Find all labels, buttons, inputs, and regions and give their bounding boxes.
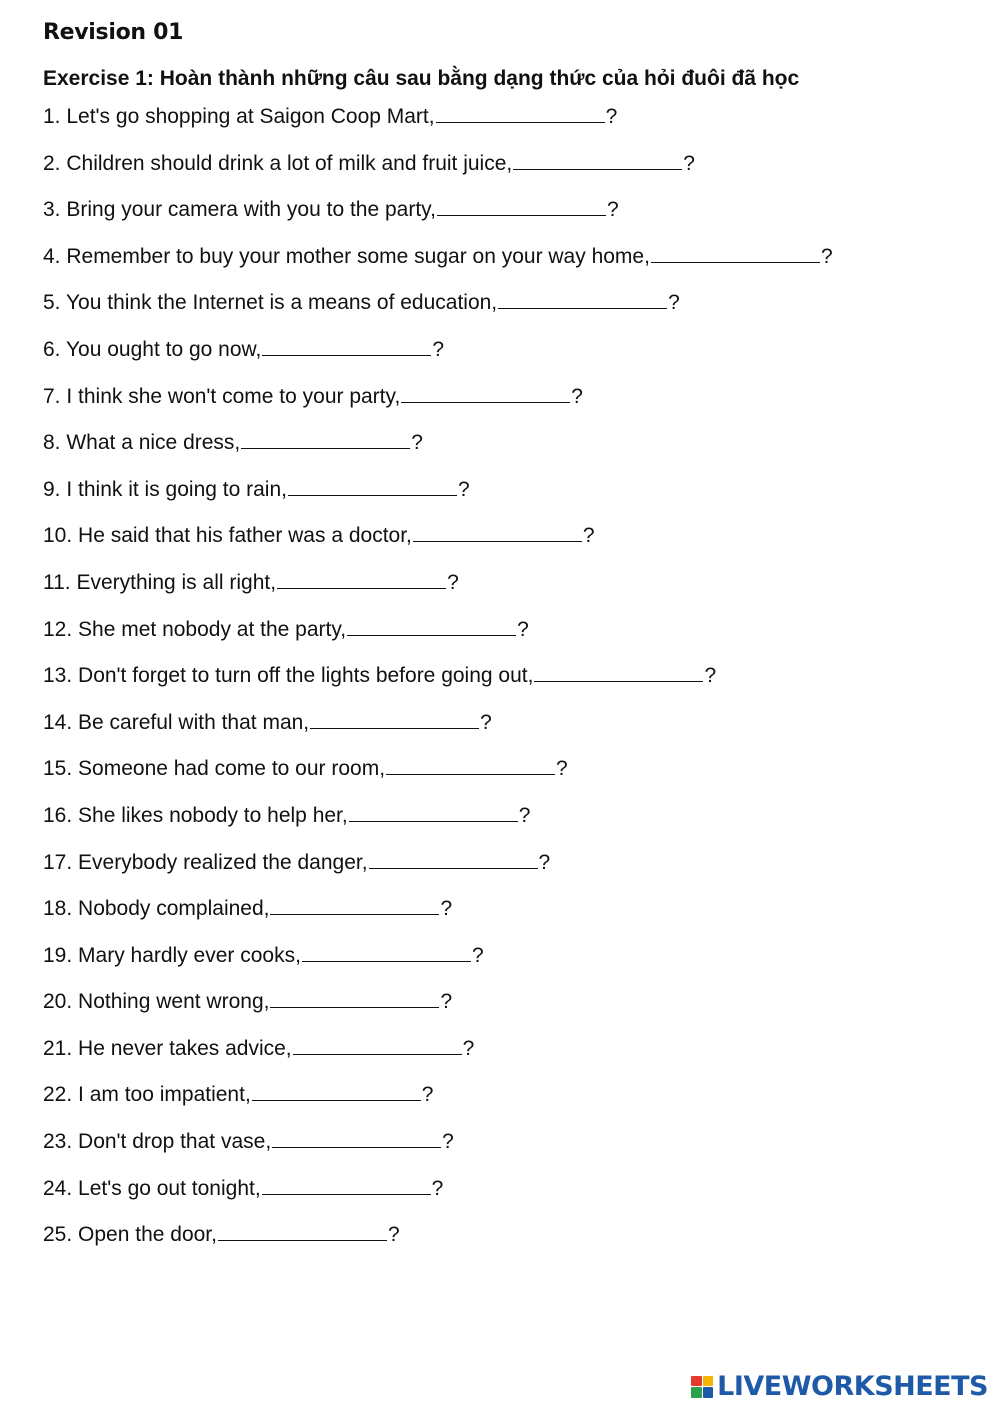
question-item <box>43 848 833 895</box>
question-text: 4. Remember to buy your mother some sugar on your way home, <box>43 244 650 268</box>
question-text: 20. Nothing went wrong, <box>43 990 270 1014</box>
question-text: 8. What a nice dress, <box>43 431 241 455</box>
exercise-heading: Exercise 1: Hoàn thành những câu sau bằng dạng thức của hỏi đuôi đã học <box>43 67 800 90</box>
question-mark: ? <box>411 431 423 455</box>
question-text: 6. You ought to go now, <box>43 337 262 361</box>
answer-blank[interactable] <box>413 521 582 542</box>
question-text: 9. I think it is going to rain, <box>43 477 287 501</box>
question-mark: ? <box>538 850 551 874</box>
question-item <box>43 1127 833 1174</box>
answer-blank[interactable] <box>262 335 431 356</box>
logo-square-green <box>691 1387 702 1398</box>
logo-text: LIVEWORKSHEETS <box>717 1371 988 1402</box>
question-item <box>43 475 833 522</box>
question-item <box>43 335 833 382</box>
question-mark: ? <box>432 337 445 361</box>
question-item <box>43 288 833 335</box>
question-text: 14. Be careful with that man, <box>43 710 310 734</box>
answer-blank[interactable] <box>277 568 446 589</box>
question-mark: ? <box>605 105 618 128</box>
question-item <box>43 428 833 475</box>
question-text: 15. Someone had come to our room, <box>43 757 386 781</box>
question-item <box>43 1220 833 1267</box>
question-text: 13. Don't forget to turn off the lights before going out, <box>43 664 534 688</box>
question-item <box>43 149 833 196</box>
logo-square-yellow <box>703 1376 714 1387</box>
answer-blank[interactable] <box>310 708 479 729</box>
question-mark: ? <box>480 710 492 734</box>
question-text: 7. I think she won't come to your party, <box>43 384 401 408</box>
liveworksheets-logo-icon <box>691 1376 713 1398</box>
question-mark: ? <box>442 1130 454 1154</box>
answer-blank[interactable] <box>252 1080 421 1101</box>
question-item <box>43 1174 833 1221</box>
answer-blank[interactable] <box>262 1174 431 1195</box>
question-item <box>43 708 833 755</box>
answer-blank[interactable] <box>513 149 682 170</box>
logo-square-blue <box>703 1387 714 1398</box>
answer-blank[interactable] <box>401 382 570 403</box>
question-text: 11. Everything is all right, <box>43 570 277 594</box>
question-item <box>43 242 833 289</box>
question-item <box>43 195 833 242</box>
question-text: 12. She met nobody at the party, <box>43 617 347 641</box>
logo-square-red <box>691 1376 702 1387</box>
question-mark: ? <box>421 1083 434 1107</box>
question-mark: ? <box>517 617 529 641</box>
question-mark: ? <box>571 384 583 408</box>
question-item <box>43 102 833 149</box>
liveworksheets-logo <box>691 1371 988 1402</box>
question-item <box>43 801 833 848</box>
answer-blank[interactable] <box>270 987 439 1008</box>
answer-blank[interactable] <box>270 894 439 915</box>
answer-blank[interactable] <box>369 848 538 869</box>
question-text: 16. She likes nobody to help her, <box>43 803 348 827</box>
question-mark: ? <box>668 291 680 315</box>
question-mark: ? <box>447 570 459 594</box>
question-item <box>43 568 833 615</box>
question-mark: ? <box>387 1223 400 1247</box>
question-item <box>43 1034 833 1081</box>
question-mark: ? <box>518 803 531 827</box>
question-mark: ? <box>704 664 717 688</box>
question-text: 5. You think the Internet is a means of education, <box>43 291 498 315</box>
question-mark: ? <box>457 477 470 501</box>
page-title: Revision 01 <box>43 20 184 45</box>
question-item <box>43 1080 833 1127</box>
question-text: 25. Open the door, <box>43 1223 217 1247</box>
answer-blank[interactable] <box>386 754 555 775</box>
question-text: 19. Mary hardly ever cooks, <box>43 943 301 967</box>
question-mark: ? <box>606 198 619 222</box>
question-mark: ? <box>440 897 453 921</box>
question-mark: ? <box>683 151 695 175</box>
question-text: 3. Bring your camera with you to the party, <box>43 198 436 222</box>
question-text: 18. Nobody complained, <box>43 897 270 921</box>
question-mark: ? <box>431 1176 444 1200</box>
question-text: 2. Children should drink a lot of milk and fruit juice, <box>43 151 513 175</box>
question-list <box>43 102 833 1267</box>
question-text: 23. Don't drop that vase, <box>43 1130 272 1154</box>
question-mark: ? <box>820 244 833 268</box>
question-item <box>43 615 833 662</box>
answer-blank[interactable] <box>437 195 606 216</box>
answer-blank[interactable] <box>534 661 703 682</box>
question-item <box>43 987 833 1034</box>
question-item <box>43 941 833 988</box>
question-item <box>43 521 833 568</box>
answer-blank[interactable] <box>436 102 605 123</box>
question-item <box>43 661 833 708</box>
question-mark: ? <box>582 524 595 548</box>
question-text: 22. I am too impatient, <box>43 1083 251 1107</box>
question-item <box>43 894 833 941</box>
answer-blank[interactable] <box>349 801 518 822</box>
answer-blank[interactable] <box>347 615 516 636</box>
answer-blank[interactable] <box>302 941 471 962</box>
answer-blank[interactable] <box>241 428 410 449</box>
question-text: 21. He never takes advice, <box>43 1036 292 1060</box>
answer-blank[interactable] <box>293 1034 462 1055</box>
question-text: 10. He said that his father was a doctor, <box>43 524 412 548</box>
question-mark: ? <box>440 990 453 1014</box>
question-item <box>43 382 833 429</box>
question-item <box>43 754 833 801</box>
question-text: 1. Let's go shopping at Saigon Coop Mart, <box>43 105 435 128</box>
answer-blank[interactable] <box>288 475 457 496</box>
question-mark: ? <box>471 943 484 967</box>
question-text: 24. Let's go out tonight, <box>43 1176 261 1200</box>
question-text: 17. Everybody realized the danger, <box>43 850 368 874</box>
answer-blank[interactable] <box>218 1220 387 1241</box>
question-mark: ? <box>556 757 568 781</box>
answer-blank[interactable] <box>651 242 820 263</box>
answer-blank[interactable] <box>272 1127 441 1148</box>
question-mark: ? <box>462 1036 475 1060</box>
answer-blank[interactable] <box>498 288 667 309</box>
